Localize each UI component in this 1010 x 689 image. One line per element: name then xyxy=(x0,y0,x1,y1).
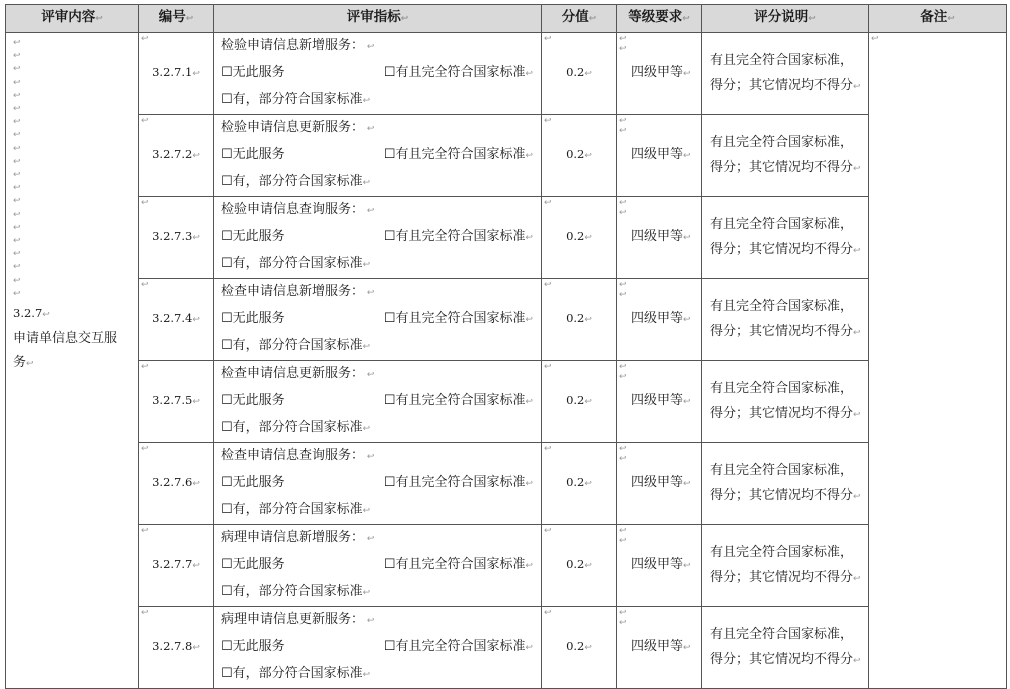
section-number: 3.2.7 xyxy=(13,306,43,321)
score-cell: ↩ 0.2↩ xyxy=(542,33,617,115)
explanation-cell: 有且完全符合国家标准， 得分；其它情况均不得分↩ xyxy=(702,361,869,443)
option-partial[interactable]: ☐有，部分符合国家标准 xyxy=(221,256,363,271)
score-cell: ↩ 0.2↩ xyxy=(542,197,617,279)
evaluation-table xyxy=(5,4,1007,689)
header-explanation: 评分说明↩ xyxy=(702,5,869,33)
score-cell: ↩ 0.2↩ xyxy=(542,115,617,197)
code-cell: ↩ 3.2.7.6↩ xyxy=(139,443,214,525)
option-none[interactable]: ☐无此服务 xyxy=(221,475,285,490)
grade-cell: ↩ ↩ 四级甲等↩ xyxy=(617,361,702,443)
table-row xyxy=(6,197,1007,279)
option-none[interactable]: ☐无此服务 xyxy=(221,65,285,80)
table-row xyxy=(6,279,1007,361)
header-remark: 备注↩ xyxy=(869,5,1007,33)
option-full[interactable]: ☐有且完全符合国家标准 xyxy=(383,393,526,408)
table-row xyxy=(6,33,1007,115)
option-none[interactable]: ☐无此服务 xyxy=(221,147,285,162)
score-cell: ↩ 0.2↩ xyxy=(542,607,617,689)
code-cell: ↩ 3.2.7.7↩ xyxy=(139,525,214,607)
header-content: 评审内容↩ xyxy=(6,5,139,33)
table-row xyxy=(6,443,1007,525)
indicator-cell: 检验申请信息更新服务： ↩ ☐无此服务 ☐有且完全符合国家标准↩ ☐有，部分符合国家标准↩ xyxy=(214,115,542,197)
explanation-cell: 有且完全符合国家标准， 得分；其它情况均不得分↩ xyxy=(702,525,869,607)
code-cell: ↩ 3.2.7.4↩ xyxy=(139,279,214,361)
table-row xyxy=(6,115,1007,197)
code-cell: ↩ 3.2.7.3↩ xyxy=(139,197,214,279)
explanation-cell: 有且完全符合国家标准， 得分；其它情况均不得分↩ xyxy=(702,607,869,689)
remark-cell[interactable]: ↩ xyxy=(869,33,1007,689)
table-row xyxy=(6,607,1007,689)
option-full[interactable]: ☐有且完全符合国家标准 xyxy=(383,311,526,326)
option-full[interactable]: ☐有且完全符合国家标准 xyxy=(383,557,526,572)
indicator-cell: 检验申请信息新增服务： ↩ ☐无此服务 ☐有且完全符合国家标准↩ ☐有，部分符合国家标准↩ xyxy=(214,33,542,115)
code-cell: ↩ 3.2.7.5↩ xyxy=(139,361,214,443)
section-title: 申请单信息交互服 务↩ xyxy=(13,331,118,371)
option-full[interactable]: ☐有且完全符合国家标准 xyxy=(383,475,526,490)
explanation-cell: 有且完全符合国家标准， 得分；其它情况均不得分↩ xyxy=(702,115,869,197)
explanation-cell: 有且完全符合国家标准， 得分；其它情况均不得分↩ xyxy=(702,443,869,525)
explanation-cell: 有且完全符合国家标准， 得分；其它情况均不得分↩ xyxy=(702,279,869,361)
grade-cell: ↩ ↩ 四级甲等↩ xyxy=(617,443,702,525)
indicator-cell: 检验申请信息查询服务： ↩ ☐无此服务 ☐有且完全符合国家标准↩ ☐有，部分符合国家标准↩ xyxy=(214,197,542,279)
table-row xyxy=(6,525,1007,607)
code-cell: ↩ 3.2.7.2↩ xyxy=(139,115,214,197)
option-none[interactable]: ☐无此服务 xyxy=(221,311,285,326)
code-cell: ↩ 3.2.7.1↩ xyxy=(139,33,214,115)
option-none[interactable]: ☐无此服务 xyxy=(221,229,285,244)
option-partial[interactable]: ☐有，部分符合国家标准 xyxy=(221,420,363,435)
header-grade: 等级要求↩ xyxy=(617,5,702,33)
option-partial[interactable]: ☐有，部分符合国家标准 xyxy=(221,502,363,517)
score-cell: ↩ 0.2↩ xyxy=(542,361,617,443)
option-none[interactable]: ☐无此服务 xyxy=(221,639,285,654)
header-score: 分值↩ xyxy=(542,5,617,33)
grade-cell: ↩ ↩ 四级甲等↩ xyxy=(617,279,702,361)
option-full[interactable]: ☐有且完全符合国家标准 xyxy=(383,639,526,654)
header-row xyxy=(6,5,1007,33)
option-full[interactable]: ☐有且完全符合国家标准 xyxy=(383,65,526,80)
grade-cell: ↩ ↩ 四级甲等↩ xyxy=(617,33,702,115)
option-partial[interactable]: ☐有，部分符合国家标准 xyxy=(221,338,363,353)
explanation-cell: 有且完全符合国家标准， 得分；其它情况均不得分↩ xyxy=(702,197,869,279)
grade-cell: ↩ ↩ 四级甲等↩ xyxy=(617,607,702,689)
option-partial[interactable]: ☐有，部分符合国家标准 xyxy=(221,92,363,107)
indicator-cell: 检查申请信息更新服务： ↩ ☐无此服务 ☐有且完全符合国家标准↩ ☐有，部分符合国家标准↩ xyxy=(214,361,542,443)
grade-cell: ↩ ↩ 四级甲等↩ xyxy=(617,115,702,197)
option-none[interactable]: ☐无此服务 xyxy=(221,557,285,572)
indicator-cell: 检查申请信息查询服务： ↩ ☐无此服务 ☐有且完全符合国家标准↩ ☐有，部分符合国家标准↩ xyxy=(214,443,542,525)
option-partial[interactable]: ☐有，部分符合国家标准 xyxy=(221,666,363,681)
header-indicator: 评审指标↩ xyxy=(214,5,542,33)
score-cell: ↩ 0.2↩ xyxy=(542,279,617,361)
option-full[interactable]: ☐有且完全符合国家标准 xyxy=(383,229,526,244)
grade-cell: ↩ ↩ 四级甲等↩ xyxy=(617,197,702,279)
section-cell: ↩ ↩ ↩ ↩ ↩ ↩ ↩ ↩ ↩ ↩ ↩ ↩ ↩ ↩ ↩ ↩ ↩ ↩ ↩ ↩ 3.2.7↩ 申请单信息交互服 务↩ xyxy=(6,33,139,689)
grade-cell: ↩ ↩ 四级甲等↩ xyxy=(617,525,702,607)
option-none[interactable]: ☐无此服务 xyxy=(221,393,285,408)
option-full[interactable]: ☐有且完全符合国家标准 xyxy=(383,147,526,162)
explanation-cell: 有且完全符合国家标准， 得分；其它情况均不得分↩ xyxy=(702,33,869,115)
header-code: 编号↩ xyxy=(139,5,214,33)
indicator-cell: 检查申请信息新增服务： ↩ ☐无此服务 ☐有且完全符合国家标准↩ ☐有，部分符合国家标准↩ xyxy=(214,279,542,361)
indicator-cell: 病理申请信息更新服务： ↩ ☐无此服务 ☐有且完全符合国家标准↩ ☐有，部分符合国家标准↩ xyxy=(214,607,542,689)
option-partial[interactable]: ☐有，部分符合国家标准 xyxy=(221,174,363,189)
paragraph-marks: ↩ ↩ ↩ ↩ ↩ ↩ ↩ ↩ ↩ ↩ ↩ ↩ ↩ ↩ ↩ ↩ ↩ ↩ ↩ ↩ xyxy=(13,38,21,299)
score-cell: ↩ 0.2↩ xyxy=(542,443,617,525)
indicator-cell: 病理申请信息新增服务： ↩ ☐无此服务 ☐有且完全符合国家标准↩ ☐有，部分符合国家标准↩ xyxy=(214,525,542,607)
table-row xyxy=(6,361,1007,443)
code-cell: ↩ 3.2.7.8↩ xyxy=(139,607,214,689)
score-cell: ↩ 0.2↩ xyxy=(542,525,617,607)
option-partial[interactable]: ☐有，部分符合国家标准 xyxy=(221,584,363,599)
